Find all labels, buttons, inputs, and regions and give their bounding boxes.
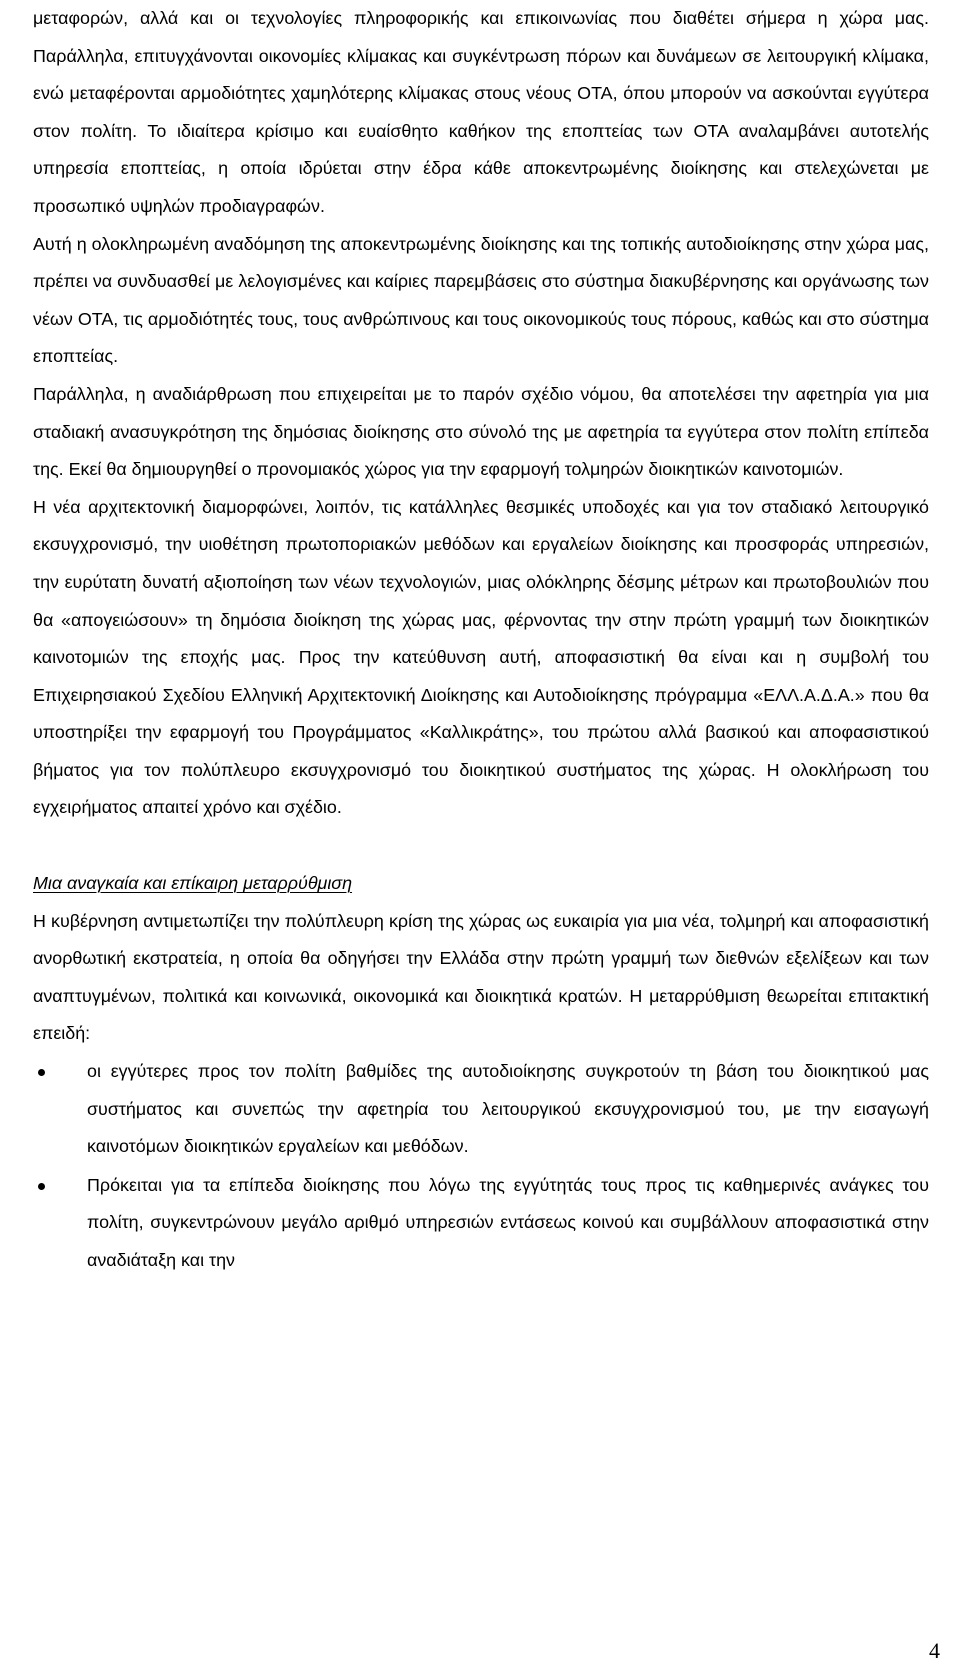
section-spacer [33,827,929,865]
list-item-text: οι εγγύτερες προς τον πολίτη βαθμίδες της αυτοδιοίκησης συγκροτούν τη βάση του διοικητικού μας συστήματος και συνεπώς την αφετηρία του λειτουργικού εκσυγχρονισμού του, με την εισαγωγή καινοτόμων διοικητικών εργαλείων και μεθόδων. [87,1061,929,1157]
paragraph-3: Παράλληλα, η αναδιάρθρωση που επιχειρείται με το παρόν σχέδιο νόμου, θα αποτελέσει την αφετηρία για μια σταδιακή ανασυγκρότηση της δημόσιας διοίκησης στο σύνολό της με αφετηρία τα εγγύτερα στον πολίτη επίπεδα της. Εκεί θα δημιουργηθεί ο προνομιακός χώρος για την εφαρμογή τολμηρών διοικητικών καινοτομιών. [33,383,929,480]
bullet-icon [38,1183,45,1190]
paragraph-4: Η νέα αρχιτεκτονική διαμορφώνει, λοιπόν, τις κατάλληλες θεσμικές υποδοχές και για τον σταδιακό λειτουργικό εκσυγχρονισμό, την υιοθέτηση πρωτοποριακών μεθόδων και εργαλείων διοίκησης και προσφοράς υπηρεσιών, την ευρύτατη δυνατή αξιοποίηση των νέων τεχνολογιών, μιας ολόκληρης δέσμης μέτρων και πρωτοβουλιών που θα «απογειώσουν» τη δημόσια διοίκηση της χώρας μας, φέρνοντας την στην πρώτη γραμμή των διοικητικών καινοτομιών της εποχής μας. Προς την κατεύθυνση αυτή, αποφασιστική θα είναι και η συμβολή του Επιχειρησιακού Σχεδίου Ελληνική Αρχιτεκτονική Διοίκησης και Αυτοδιοίκησης πρόγραμμα «ΕΛΛ.Α.Δ.Α.» που θα υποστηρίξει την εφαρμογή του Προγράμματος «Καλλικράτης», του πρώτου αλλά βασικού και αποφασιστικού βήματος για τον πολύπλευρο εκσυγχρονισμό του διοικητικού συστήματος της χώρας. Η ολοκλήρωση του εγχειρήματος απαιτεί χρόνο και σχέδιο. [33,496,929,818]
list-item [33,1167,929,1280]
paragraph-1: μεταφορών, αλλά και οι τεχνολογίες πληροφορικής και επικοινωνίας που διαθέτει σήμερα η χώρα μας. Παράλληλα, επιτυγχάνονται οικονομίες κλίμακας και συγκέντρωση πόρων και δυνάμεων σε λειτουργική κλίμακα, ενώ μεταφέρονται αρμοδιότητες χαμηλότερης κλίμακας στους νέους ΟΤΑ, όπου μπορούν να ασκούνται εγγύτερα στον πολίτη. Το ιδιαίτερα κρίσιμο και ευαίσθητο καθήκον της εποπτείας των ΟΤΑ αναλαμβάνει αυτοτελής υπηρεσία εποπτείας, η οποία ιδρύεται στην έδρα κάθε αποκεντρωμένης διοίκησης και στελεχώνεται με προσωπικό υψηλών προδιαγραφών. [33,8,929,216]
bullet-list [33,1053,929,1280]
paragraph-2: Αυτή η ολοκληρωμένη αναδόμηση της αποκεντρωμένης διοίκησης και της τοπικής αυτοδιοίκησης στην χώρα μας, πρέπει να συνδυασθεί με λελογισμένες και καίριες παρεμβάσεις στο σύστημα διακυβέρνησης και οργάνωσης των νέων ΟΤΑ, τις αρμοδιότητές τους, τους ανθρώπινους και τους οικονομικούς τους πόρους, καθώς και στο σύστημα εποπτείας. [33,233,929,367]
document-page [33,0,929,1280]
section-heading: Μια αναγκαία και επίκαιρη μεταρρύθμιση [33,873,353,894]
list-item-text: Πρόκειται για τα επίπεδα διοίκησης που λόγω της εγγύτητάς τους προς τις καθημερινές ανάγκες του πολίτη, συγκεντρώνουν μεγάλο αριθμό υπηρεσιών εντάσεως κοινού και συμβάλλουν αποφασιστικά στην αναδιάταξη και την [87,1174,929,1270]
list-item [33,1053,929,1166]
page-number: 4 [929,1638,940,1663]
bullet-icon [38,1069,45,1076]
section-intro: Η κυβέρνηση αντιμετωπίζει την πολύπλευρη κρίση της χώρας ως ευκαιρία για μια νέα, τολμηρή και αποφασιστική ανορθωτική εκστρατεία, η οποία θα οδηγήσει την Ελλάδα στην πρώτη γραμμή των διεθνών εξελίξεων και των αναπτυγμένων, πολιτικά και κοινωνικά, οικονομικά και διοικητικά κρατών. Η μεταρρύθμιση θεωρείται επιτακτική επειδή: [33,910,929,1044]
